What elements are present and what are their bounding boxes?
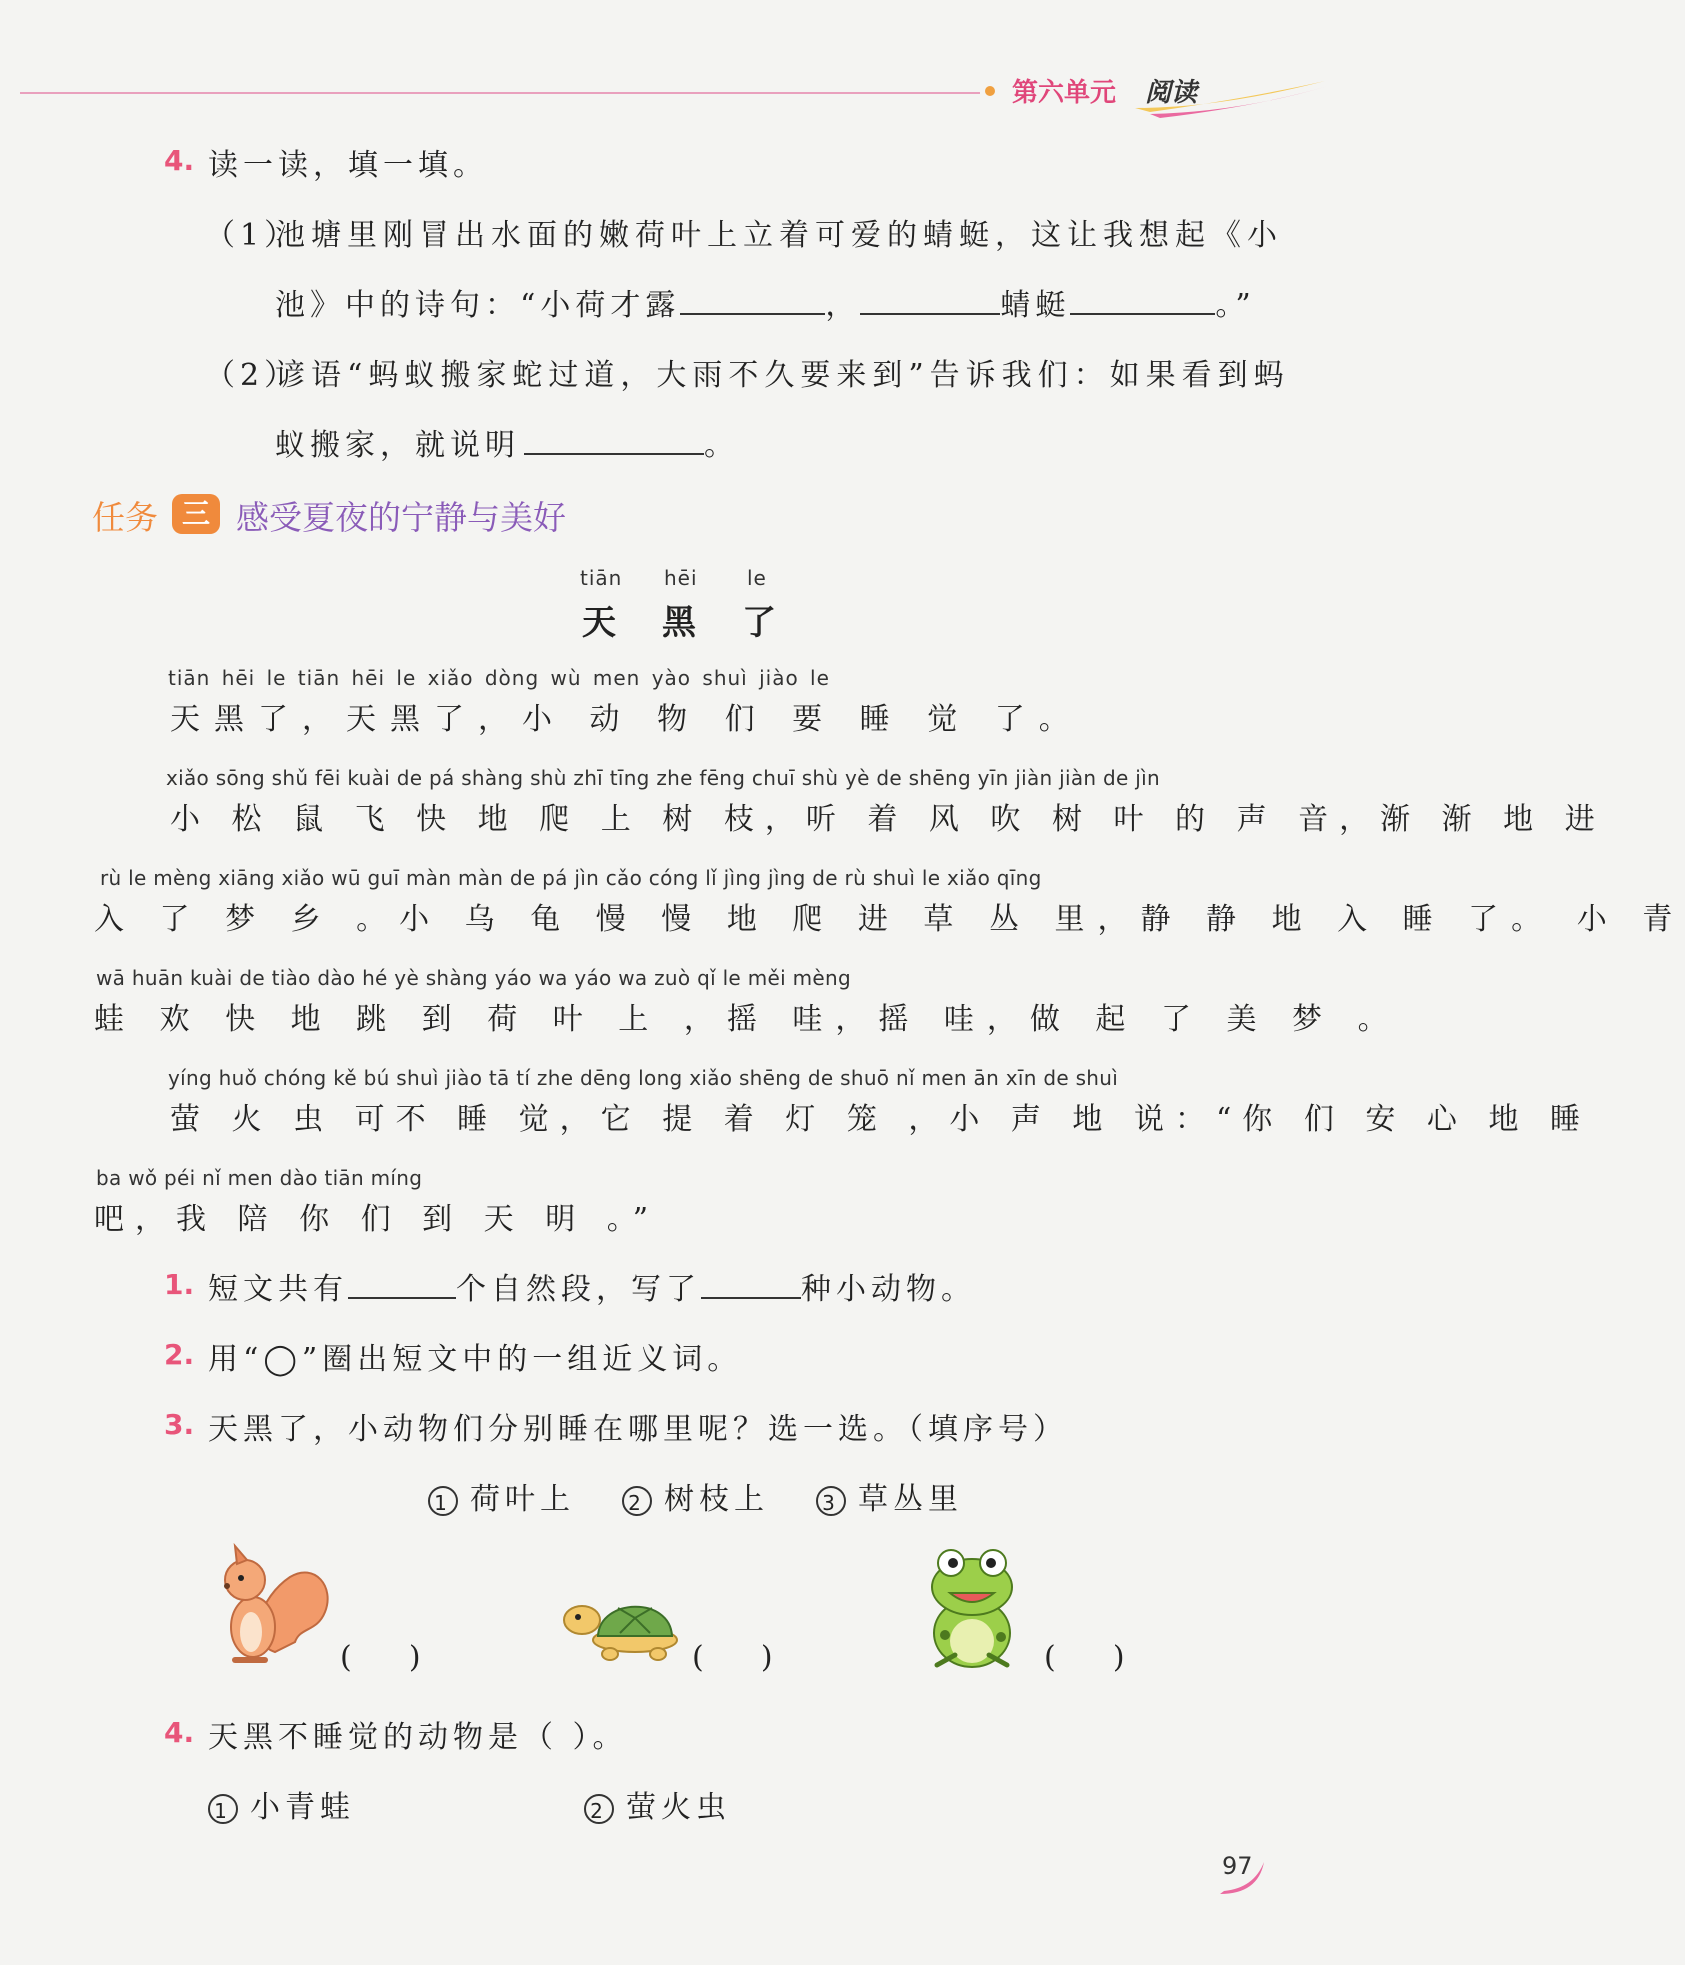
q4-option-1[interactable] — [208, 1782, 355, 1826]
option-label: 草丛里 — [858, 1482, 963, 1517]
unit-label: 第六单元 — [1012, 78, 1117, 108]
title-char-2: 黑 — [662, 603, 696, 643]
question-4-number: 4. — [164, 1716, 195, 1749]
item2-line1: 谚语“蚂蚁搬家蛇过道，大雨不久要来到”告诉我们：如果看到蚂 — [275, 358, 1290, 393]
squirrel-icon — [205, 1542, 335, 1672]
option-label: 树枝上 — [664, 1482, 769, 1517]
title-pinyin-2: hēi — [664, 566, 698, 590]
task-number-badge — [172, 494, 220, 534]
question-2-text: 用“◯”圈出短文中的一组近义词。 — [208, 1342, 743, 1377]
passage-line-4: 蛙 欢 快 地 跳 到 荷 叶 上 ，摇 哇，摇 哇，做 起 了 美 梦 。 — [94, 1002, 1401, 1037]
q1-part-a: 短文共有 — [208, 1272, 348, 1307]
q1-part-c: 种小动物。 — [801, 1272, 976, 1307]
option-number: 1 — [208, 1794, 238, 1824]
option-label: 荷叶上 — [470, 1482, 575, 1517]
q1-blank-animals[interactable] — [701, 1267, 801, 1299]
question-2-number: 2. — [164, 1338, 195, 1371]
passage-line-6: 吧，我 陪 你 们 到 天 明 。” — [94, 1202, 660, 1237]
task-prefix: 任务 — [92, 498, 158, 537]
passage-pinyin-2: xiǎo sōng shǔ fēi kuài de pá shàng shù zhī tīng zhe fēng chuī shù yè de shēng yīn jiàn jiàn de jìn — [166, 766, 1160, 790]
item1-line2 — [275, 280, 1256, 324]
passage-pinyin-3: rù le mèng xiāng xiǎo wū guī màn màn de pá jìn cǎo cóng lǐ jìng jìng de rù shuì le xiǎo qīng — [100, 866, 1042, 890]
poem-blank-3[interactable] — [1070, 283, 1215, 315]
passage-line-2: 小 松 鼠 飞 快 地 爬 上 树 枝，听 着 风 吹 树 叶 的 声 音，渐 渐 地 进 — [170, 802, 1606, 837]
header-swoosh-icon — [1130, 78, 1330, 118]
title-char-1: 天 — [582, 603, 616, 643]
task-number: 三 — [181, 497, 210, 530]
passage-pinyin-1: tiān hēi le tiān hēi le xiǎo dòng wù men yào shuì jiào le — [168, 666, 830, 690]
header-rule — [20, 92, 980, 94]
option-number: 1 — [428, 1486, 458, 1516]
q4-option-2[interactable] — [584, 1782, 731, 1826]
squirrel-answer-paren[interactable]: ( ) — [340, 1640, 421, 1675]
passage-line-1: 天黑了，天黑了，小 动 物 们 要 睡 觉 了。 — [170, 702, 1083, 737]
passage-pinyin-5: yíng huǒ chóng kě bú shuì jiào tā tí zhe dēng long xiǎo shēng de shuō nǐ men ān xīn de shuì — [168, 1066, 1119, 1090]
item1-line1: 池塘里刚冒出水面的嫩荷叶上立着可爱的蜻蜓，这让我想起《小 — [275, 218, 1283, 253]
turtle-icon — [560, 1578, 690, 1668]
question-3-text: 天黑了，小动物们分别睡在哪里呢？选一选。（填序号） — [208, 1412, 1068, 1447]
title-pinyin-3: le — [747, 566, 767, 590]
question-number: 4. — [164, 144, 195, 177]
item1-label: （1） — [205, 218, 300, 253]
item2-label: （2） — [205, 358, 300, 393]
option-number: 2 — [622, 1486, 652, 1516]
poem-middle: 蜻蜓 — [1000, 288, 1071, 323]
passage-pinyin-4: wā huān kuài de tiào dào hé yè shàng yáo wa yáo wa zuò qǐ le měi mèng — [96, 966, 851, 990]
option-label: 小青蛙 — [250, 1790, 355, 1825]
question-3-number: 3. — [164, 1408, 195, 1441]
passage-pinyin-6: ba wǒ péi nǐ men dào tiān míng — [96, 1166, 423, 1190]
question-4-text[interactable]: 天黑不睡觉的动物是（ ）。 — [208, 1720, 628, 1755]
proverb-blank[interactable] — [524, 423, 704, 455]
option-number: 2 — [584, 1794, 614, 1824]
title-char-3: 了 — [742, 603, 776, 643]
option-number: 3 — [816, 1486, 846, 1516]
q3-option-2[interactable] — [622, 1474, 769, 1518]
proverb-prefix: 蚁搬家，就说明 — [275, 428, 520, 463]
page-number: 97 — [1222, 1852, 1253, 1880]
q3-option-3[interactable] — [816, 1474, 963, 1518]
task-title: 感受夏夜的宁静与美好 — [236, 498, 566, 537]
option-label: 萤火虫 — [626, 1790, 731, 1825]
header-dot-icon — [985, 86, 995, 96]
poem-prefix: 池》中的诗句：“小荷才露 — [275, 288, 681, 323]
poem-sep: ， — [825, 288, 861, 323]
frog-answer-paren[interactable]: ( ) — [1044, 1640, 1125, 1675]
page-swoosh-icon — [1218, 1858, 1268, 1898]
q1-part-b: 个自然段，写了 — [456, 1272, 701, 1307]
title-pinyin-1: tiān — [580, 566, 623, 590]
proverb-end: 。 — [704, 428, 739, 463]
passage-line-5: 萤 火 虫 可不 睡 觉，它 提 着 灯 笼 ，小 声 地 说：“你 们 安 心 地 睡 — [170, 1102, 1591, 1137]
q1-blank-paragraphs[interactable] — [348, 1267, 456, 1299]
item2-line2 — [275, 420, 739, 464]
frog-icon — [915, 1545, 1030, 1675]
poem-end: 。” — [1215, 288, 1256, 323]
passage-line-3: 入 了 梦 乡 。小 乌 龟 慢 慢 地 爬 进 草 丛 里，静 静 地 入 睡 了。 小 青 — [94, 902, 1685, 937]
turtle-answer-paren[interactable]: ( ) — [692, 1640, 773, 1675]
question-1-text — [208, 1264, 976, 1308]
poem-blank-1[interactable] — [680, 283, 825, 315]
question-1-number: 1. — [164, 1268, 195, 1301]
poem-blank-2[interactable] — [860, 283, 1000, 315]
instruction: 读一读，填一填。 — [208, 148, 488, 183]
section-label: 阅读 — [1145, 78, 1198, 108]
q3-option-1[interactable] — [428, 1474, 575, 1518]
